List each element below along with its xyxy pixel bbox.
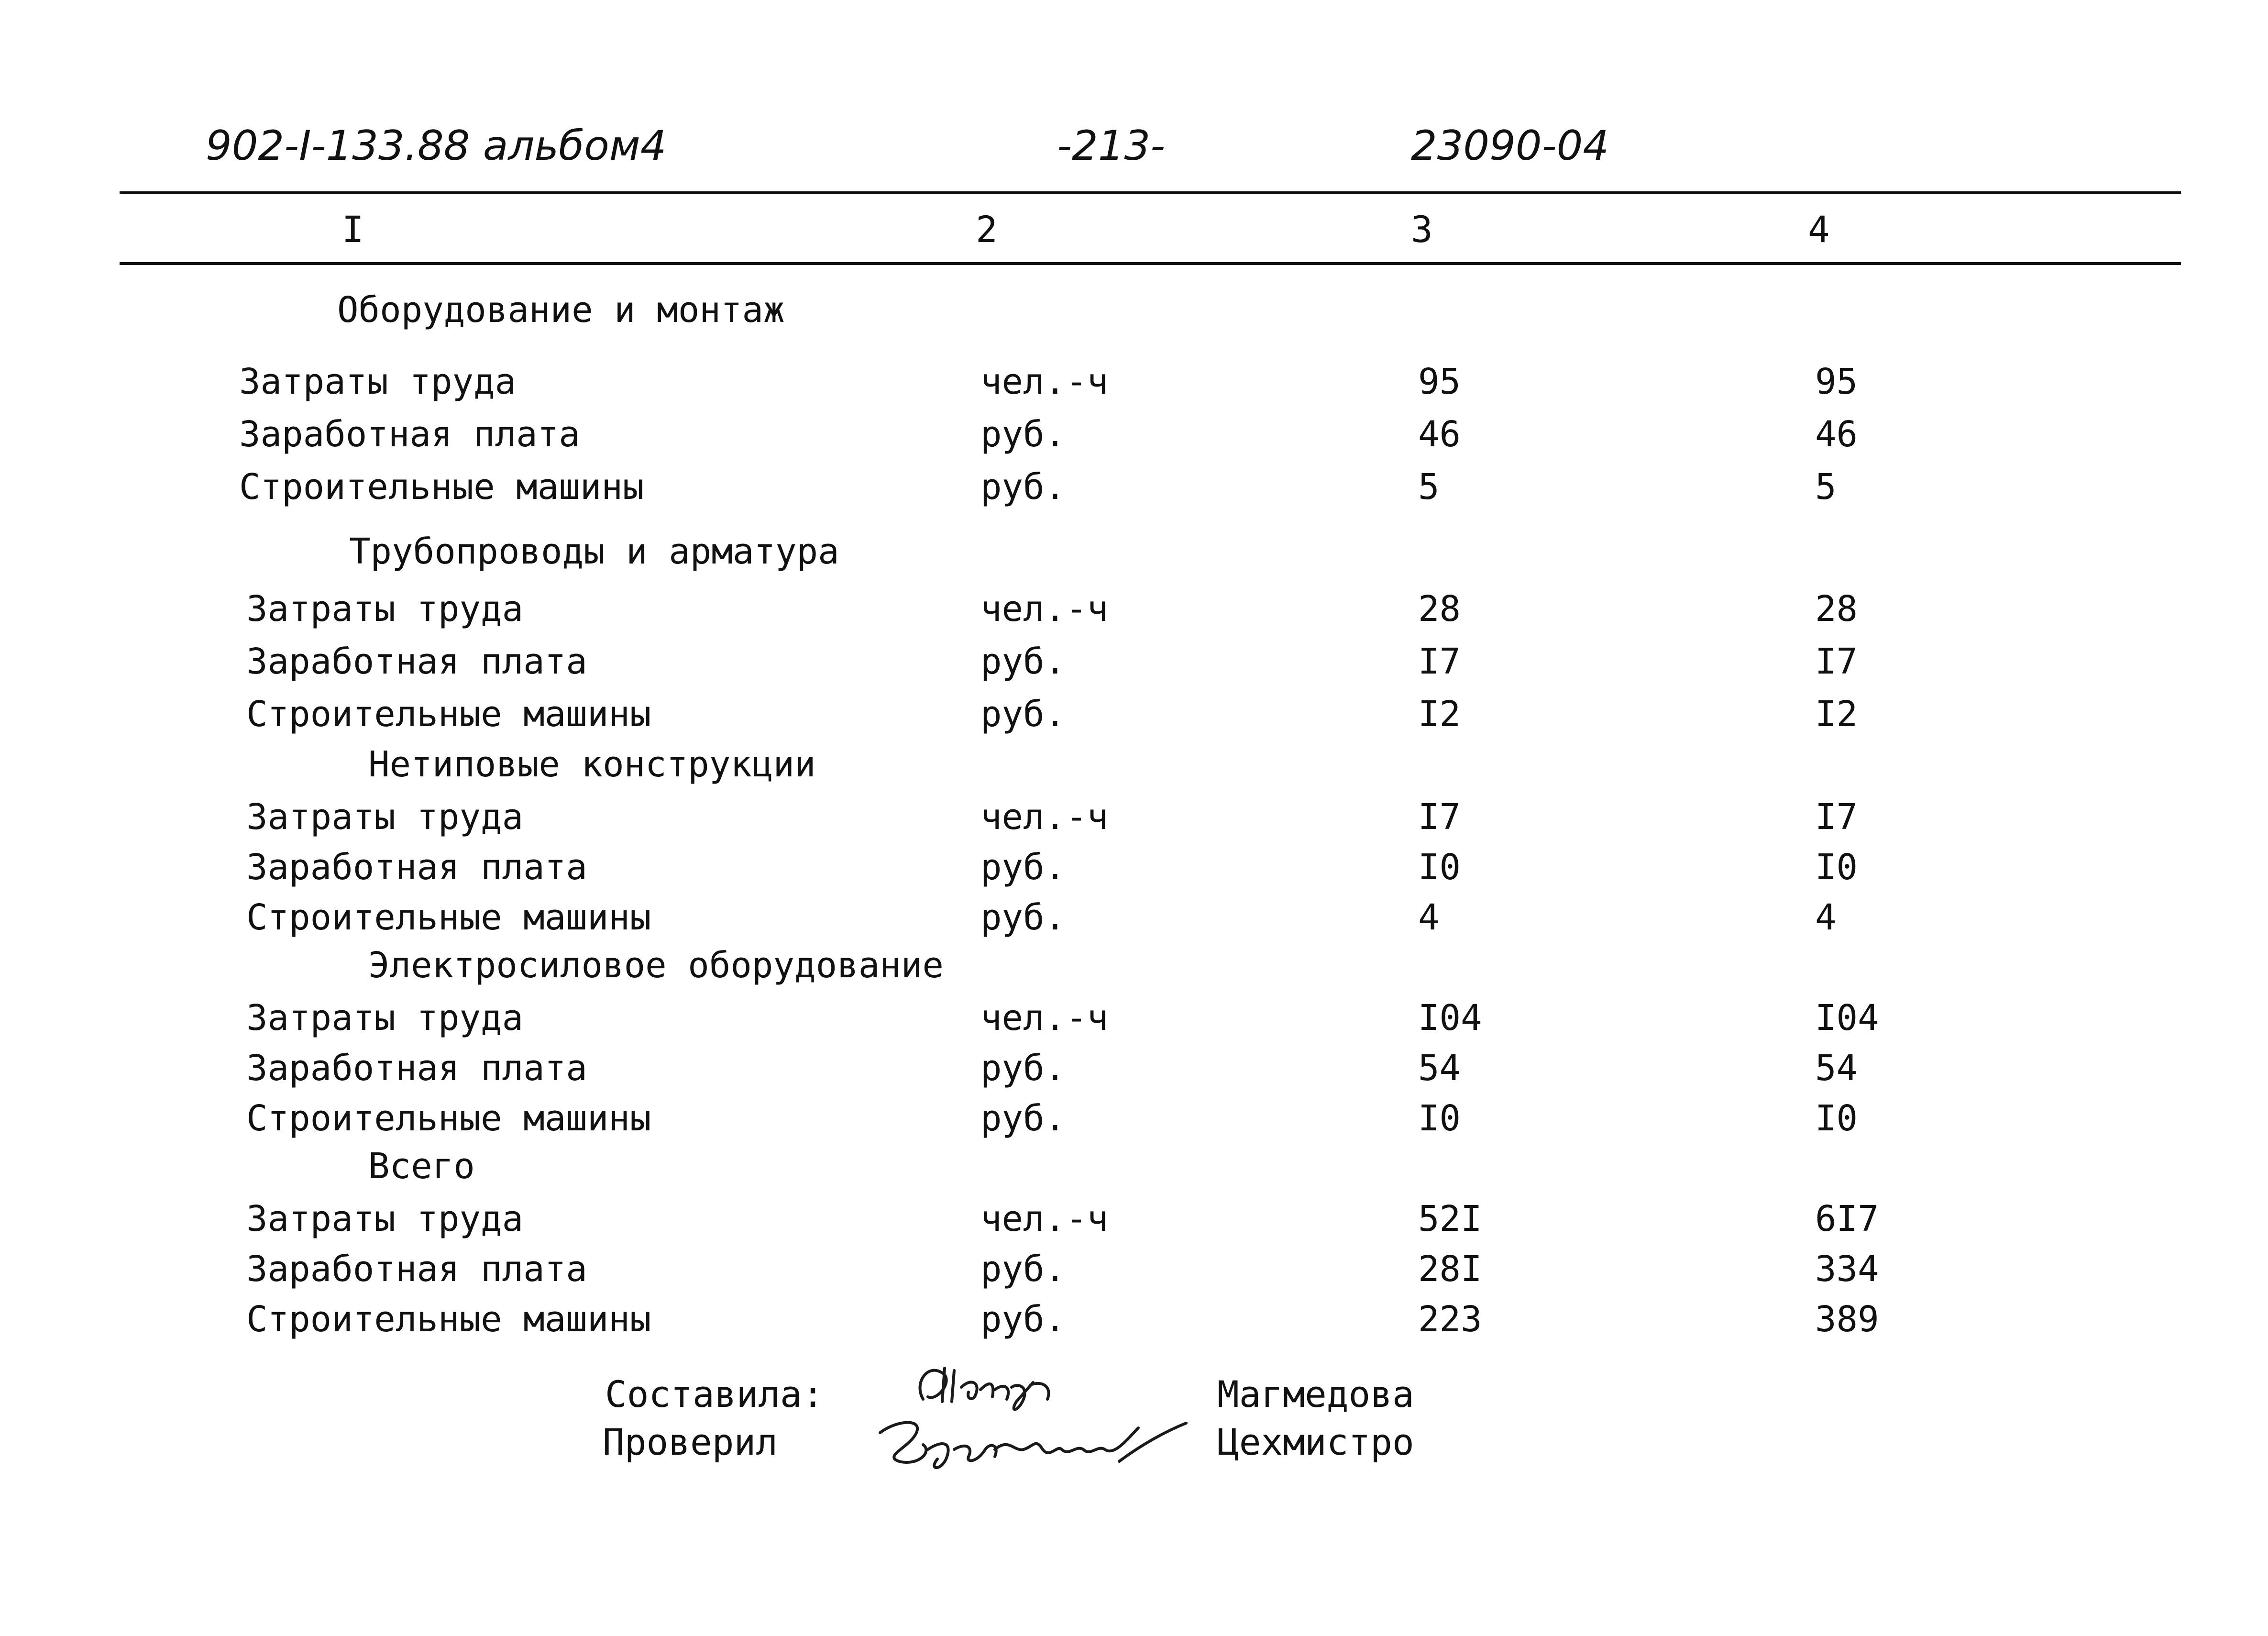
section-title-row	[0, 289, 2268, 340]
row-value-col3: I0	[1418, 847, 1461, 888]
checked-name: Цехмистро	[1217, 1421, 1414, 1463]
row-unit: чел.-ч	[980, 997, 1109, 1039]
row-value-col3: 46	[1418, 414, 1461, 455]
row-label: Строительные машины	[246, 897, 651, 938]
table-row	[0, 1198, 2268, 1249]
table-row	[0, 361, 2268, 411]
row-unit: руб.	[980, 847, 1066, 888]
page-number: -213-	[1057, 122, 1166, 170]
row-value-col4: 6I7	[1815, 1198, 1879, 1239]
row-label: Затраты труда	[246, 997, 524, 1039]
row-value-col3: 95	[1418, 361, 1461, 402]
row-label: Заработная плата	[246, 1249, 587, 1290]
row-label: Строительные машины	[246, 1098, 651, 1139]
row-unit: чел.-ч	[980, 588, 1109, 630]
row-label: Строительные машины	[246, 694, 651, 735]
row-value-col3: 28I	[1418, 1249, 1482, 1290]
table-row	[0, 1048, 2268, 1098]
row-label: Затраты труда	[239, 361, 517, 402]
row-unit: руб.	[980, 1098, 1066, 1139]
row-label: Заработная плата	[239, 414, 580, 455]
row-unit: руб.	[980, 1249, 1066, 1290]
row-value-col3: 5	[1418, 466, 1440, 508]
row-value-col4: 389	[1815, 1299, 1879, 1340]
table-row	[0, 1299, 2268, 1349]
row-value-col3: I04	[1418, 997, 1482, 1039]
row-label: Заработная плата	[246, 1048, 587, 1089]
column-header-3: 3	[1411, 208, 1433, 251]
row-value-col4: 28	[1815, 588, 1858, 630]
column-header-2: 2	[976, 208, 998, 251]
row-unit: чел.-ч	[980, 796, 1109, 838]
table-row	[0, 466, 2268, 517]
checked-signature	[870, 1404, 1205, 1485]
row-unit: руб.	[980, 897, 1066, 938]
table-row	[0, 796, 2268, 847]
row-value-col4: I7	[1815, 796, 1858, 838]
table-row	[0, 1098, 2268, 1148]
section-title-row	[0, 744, 2268, 794]
table-row	[0, 641, 2268, 691]
row-value-col4: I0	[1815, 1098, 1858, 1139]
row-unit: руб.	[980, 641, 1066, 682]
row-value-col4: I7	[1815, 641, 1858, 682]
row-label: Затраты труда	[246, 588, 524, 630]
row-value-col4: I0	[1815, 847, 1858, 888]
row-unit: руб.	[980, 694, 1066, 735]
table-row	[0, 1249, 2268, 1299]
table-row	[0, 847, 2268, 897]
checked-label: Проверил	[603, 1421, 778, 1463]
row-label: Заработная плата	[246, 641, 587, 682]
row-value-col3: I7	[1418, 796, 1461, 838]
section-title: Трубопроводы и арматура	[349, 531, 839, 572]
compiled-label: Составила:	[605, 1373, 824, 1415]
row-value-col4: 54	[1815, 1048, 1858, 1089]
row-value-col4: 95	[1815, 361, 1858, 402]
compiled-name: Магмедова	[1217, 1373, 1414, 1415]
row-value-col3: I2	[1418, 694, 1461, 735]
row-value-col3: I0	[1418, 1098, 1461, 1139]
column-header-1: I	[342, 208, 364, 251]
row-label: Затраты труда	[246, 1198, 524, 1239]
row-value-col4: 5	[1815, 466, 1837, 508]
row-label: Строительные машины	[246, 1299, 651, 1340]
row-unit: чел.-ч	[980, 1198, 1109, 1239]
table-row	[0, 588, 2268, 639]
row-label: Затраты труда	[246, 796, 524, 838]
table-row	[0, 694, 2268, 744]
row-unit: чел.-ч	[980, 361, 1109, 402]
document-code: 902-I-133.88 альбом4	[206, 122, 667, 170]
row-value-col4: I2	[1815, 694, 1858, 735]
section-title: Электросиловое оборудование	[368, 945, 944, 986]
table-row	[0, 414, 2268, 464]
row-value-col4: 334	[1815, 1249, 1879, 1290]
row-unit: руб.	[980, 466, 1066, 508]
table-row	[0, 997, 2268, 1048]
inventory-number: 23090-04	[1411, 122, 1609, 170]
row-unit: руб.	[980, 1048, 1066, 1089]
header-rule	[120, 262, 2181, 265]
row-value-col4: I04	[1815, 997, 1879, 1039]
row-value-col4: 46	[1815, 414, 1858, 455]
row-unit: руб.	[980, 414, 1066, 455]
row-value-col3: 28	[1418, 588, 1461, 630]
row-unit: руб.	[980, 1299, 1066, 1340]
row-value-col4: 4	[1815, 897, 1837, 938]
row-label: Заработная плата	[246, 847, 587, 888]
section-title: Всего	[368, 1146, 475, 1187]
top-rule	[120, 191, 2181, 194]
section-title: Нетиповые конструкции	[368, 744, 816, 785]
row-value-col3: I7	[1418, 641, 1461, 682]
column-header-4: 4	[1808, 208, 1830, 251]
section-title-row	[0, 1146, 2268, 1196]
row-value-col3: 223	[1418, 1299, 1482, 1340]
section-title: Оборудование и монтаж	[337, 289, 785, 331]
section-title-row	[0, 531, 2268, 581]
section-title-row	[0, 945, 2268, 995]
row-value-col3: 52I	[1418, 1198, 1482, 1239]
row-label: Строительные машины	[239, 466, 644, 508]
table-row	[0, 897, 2268, 947]
row-value-col3: 54	[1418, 1048, 1461, 1089]
row-value-col3: 4	[1418, 897, 1440, 938]
